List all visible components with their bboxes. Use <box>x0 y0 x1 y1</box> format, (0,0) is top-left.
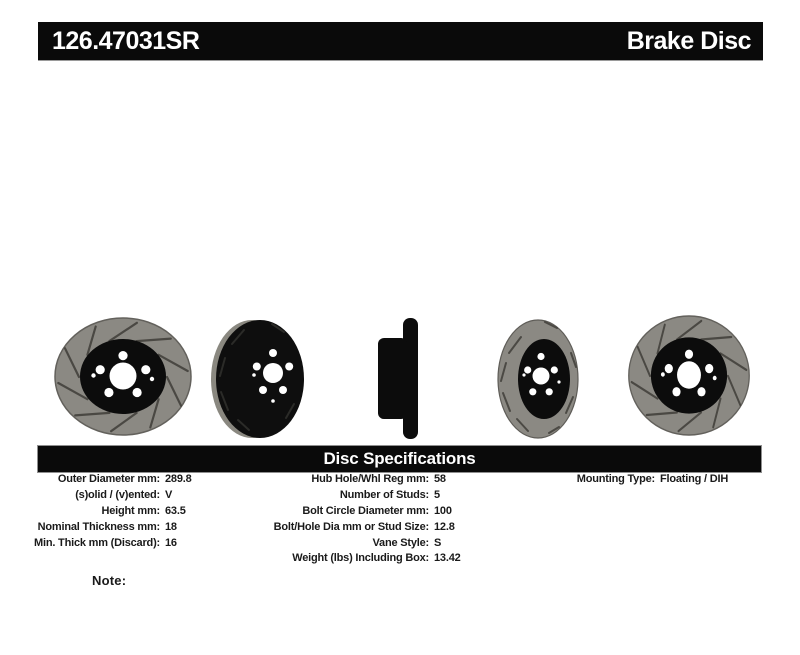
hat-profile <box>378 338 407 419</box>
brake-disc-side-profile-view-icon <box>376 316 422 442</box>
product-type-title: Brake Disc <box>626 26 751 55</box>
brake-disc-front-view-left-icon <box>53 317 193 437</box>
spec-row <box>10 520 192 536</box>
spec-label: Nominal Thickness mm: <box>37 520 160 533</box>
brake-disc-three-quarter-view-right <box>497 319 581 439</box>
brake-disc-three-quarter-view-left <box>210 318 310 440</box>
spec-value: V <box>165 488 173 501</box>
brake-disc-front-view-right <box>627 315 751 437</box>
disc-specifications-title: Disc Specifications <box>323 449 476 468</box>
spec-column-mounting-type <box>505 472 728 488</box>
spec-value: S <box>434 536 442 549</box>
spec-value: 58 <box>434 473 446 485</box>
spec-label: Weight (lbs) Including Box: <box>292 552 429 565</box>
spec-row <box>10 472 192 488</box>
spec-label: Bolt Circle Diameter mm: <box>302 504 429 517</box>
spec-label: Bolt/Hole Dia mm or Stud Size: <box>273 520 429 533</box>
brake-disc-side-profile-view <box>376 316 422 442</box>
spec-row <box>239 504 461 520</box>
spec-value: Floating / DIH <box>660 473 729 485</box>
spec-label: Min. Thick mm (Discard): <box>34 536 160 549</box>
brake-disc-front-view-left <box>53 317 193 437</box>
spec-label: Vane Style: <box>372 536 429 549</box>
brake-disc-three-quarter-view-left-icon <box>210 318 310 440</box>
header-bar <box>38 22 763 60</box>
brake-disc-front-view-right-icon <box>627 315 751 437</box>
center-bore <box>533 368 550 385</box>
spec-row <box>239 472 461 488</box>
spec-row <box>505 472 728 488</box>
spec-row <box>239 536 461 552</box>
spec-row <box>10 536 192 552</box>
spec-row <box>10 504 192 520</box>
spec-label: Number of Studs: <box>339 488 429 501</box>
disc-face <box>216 320 304 438</box>
spec-value: 18 <box>165 520 177 533</box>
center-bore <box>677 361 701 388</box>
spec-label: (s)olid / (v)ented: <box>75 488 160 501</box>
spec-row <box>239 520 461 536</box>
spec-value: 100 <box>434 504 452 517</box>
center-bore <box>110 363 137 390</box>
spec-row <box>239 488 461 504</box>
center-bore <box>263 363 283 383</box>
spec-label: Hub Hole/Whl Reg mm: <box>311 473 429 485</box>
spec-row <box>10 488 192 504</box>
spec-value: 16 <box>165 536 177 549</box>
spec-label: Mounting Type: <box>576 473 655 485</box>
spec-value: 63.5 <box>165 504 186 517</box>
brake-disc-three-quarter-view-right-icon <box>497 319 581 439</box>
spec-column-dimensions <box>10 472 192 551</box>
spec-label: Outer Diameter mm: <box>57 473 160 485</box>
spec-column-mounting-dims <box>239 472 461 567</box>
spec-value: 5 <box>434 488 440 501</box>
spec-row <box>239 551 461 567</box>
spec-label: Height mm: <box>101 504 160 517</box>
spec-value: 289.8 <box>165 473 192 485</box>
spec-value: 12.8 <box>434 520 455 533</box>
note-label: Note: <box>92 573 127 588</box>
spec-value: 13.42 <box>434 552 461 565</box>
disc-specifications-banner <box>37 445 762 473</box>
part-number: 126.47031SR <box>52 26 200 55</box>
